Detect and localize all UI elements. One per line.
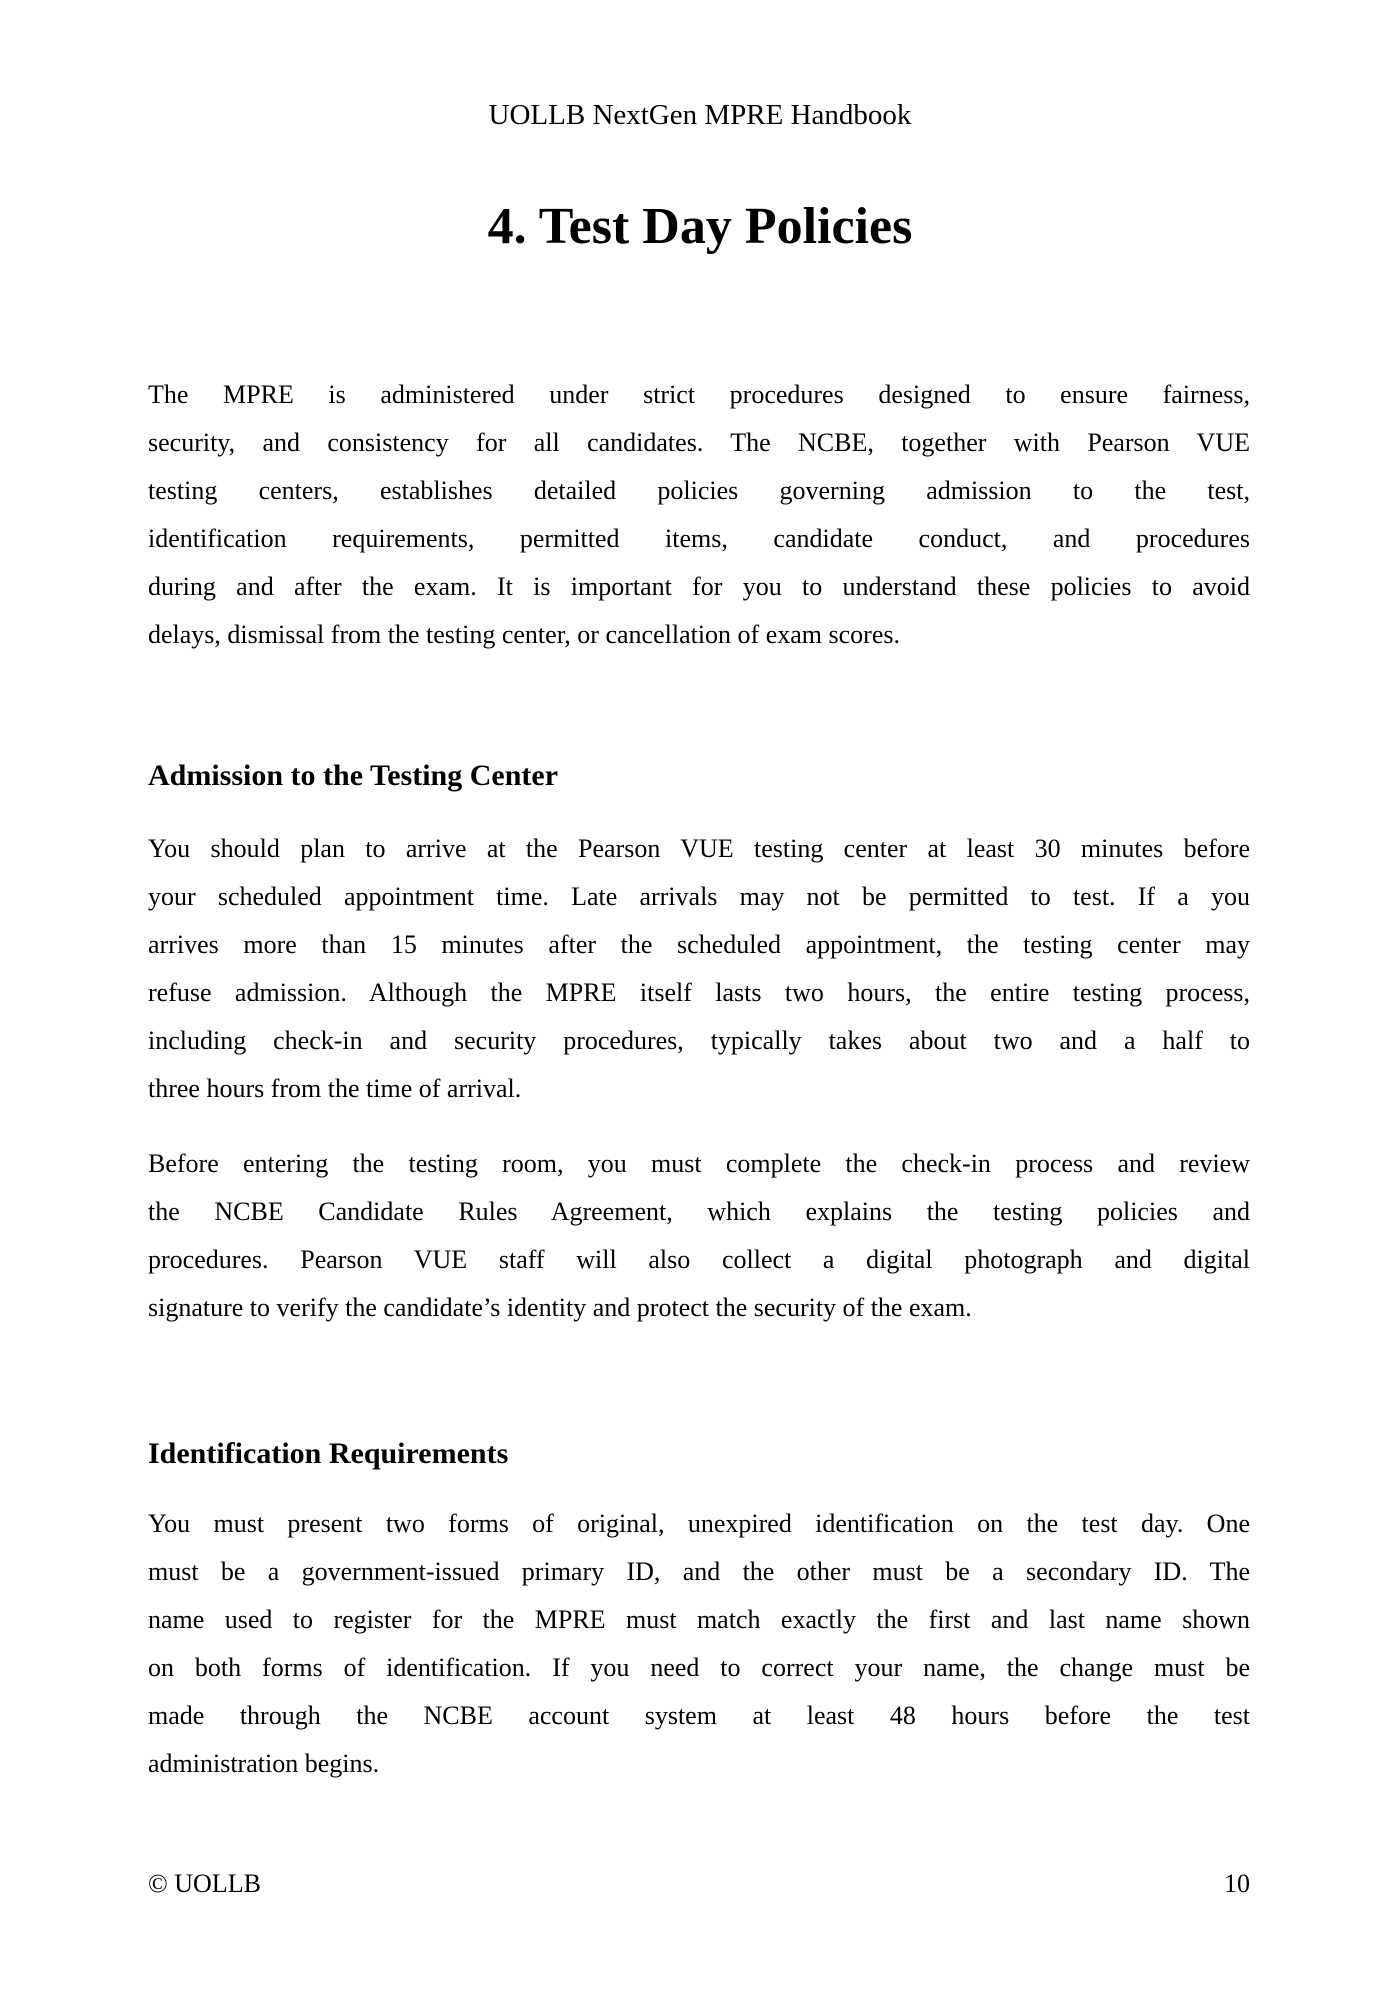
text-line: three hours from the time of arrival.	[148, 1074, 522, 1103]
text-line: Before entering the testing room, you must complete the check-in process and review	[148, 1149, 1250, 1178]
text-line: must be a government-issued primary ID, and the other must be a secondary ID. The	[148, 1557, 1250, 1586]
text-line: You should plan to arrive at the Pearson VUE testing center at least 30 minutes before	[148, 834, 1250, 863]
section-heading-admission: Admission to the Testing Center	[148, 759, 559, 792]
text-line: on both forms of identification. If you need to correct your name, the change must be	[148, 1653, 1250, 1682]
text-line: made through the NCBE account system at least 48 hours before the test	[148, 1701, 1250, 1730]
body-paragraph	[148, 1140, 1250, 1332]
text-line: identification requirements, permitted items, candidate conduct, and procedures	[148, 524, 1250, 553]
text-line: You must present two forms of original, unexpired identification on the test day. One	[148, 1509, 1250, 1538]
body-paragraph	[148, 1500, 1250, 1788]
intro-paragraph	[148, 371, 1250, 659]
text-line: name used to register for the MPRE must match exactly the first and last name shown	[148, 1605, 1250, 1634]
text-line: your scheduled appointment time. Late arrivals may not be permitted to test. If a you	[148, 882, 1250, 911]
running-header: UOLLB NextGen MPRE Handbook	[488, 99, 912, 131]
text-line: arrives more than 15 minutes after the scheduled appointment, the testing center may	[148, 930, 1250, 959]
page-number: 10	[1224, 1869, 1250, 1898]
text-line: procedures. Pearson VUE staff will also collect a digital photograph and digital	[148, 1245, 1250, 1274]
chapter-title: 4. Test Day Policies	[487, 198, 913, 255]
text-line: signature to verify the candidate’s identity and protect the security of the exam.	[148, 1293, 972, 1322]
text-line: during and after the exam. It is important for you to understand these policies to avoid	[148, 572, 1250, 601]
footer-copyright: © UOLLB	[148, 1869, 261, 1898]
text-line: refuse admission. Although the MPRE itself lasts two hours, the entire testing process,	[148, 978, 1250, 1007]
text-line: including check-in and security procedures, typically takes about two and a half to	[148, 1026, 1250, 1055]
text-line: the NCBE Candidate Rules Agreement, which explains the testing policies and	[148, 1197, 1250, 1226]
text-line: security, and consistency for all candidates. The NCBE, together with Pearson VUE	[148, 428, 1250, 457]
text-line: delays, dismissal from the testing center, or cancellation of exam scores.	[148, 620, 900, 649]
body-paragraph	[148, 825, 1250, 1113]
section-heading-identification: Identification Requirements	[148, 1437, 509, 1470]
text-line: The MPRE is administered under strict procedures designed to ensure fairness,	[148, 380, 1250, 409]
text-line: administration begins.	[148, 1749, 380, 1778]
text-line: testing centers, establishes detailed policies governing admission to the test,	[148, 476, 1250, 505]
